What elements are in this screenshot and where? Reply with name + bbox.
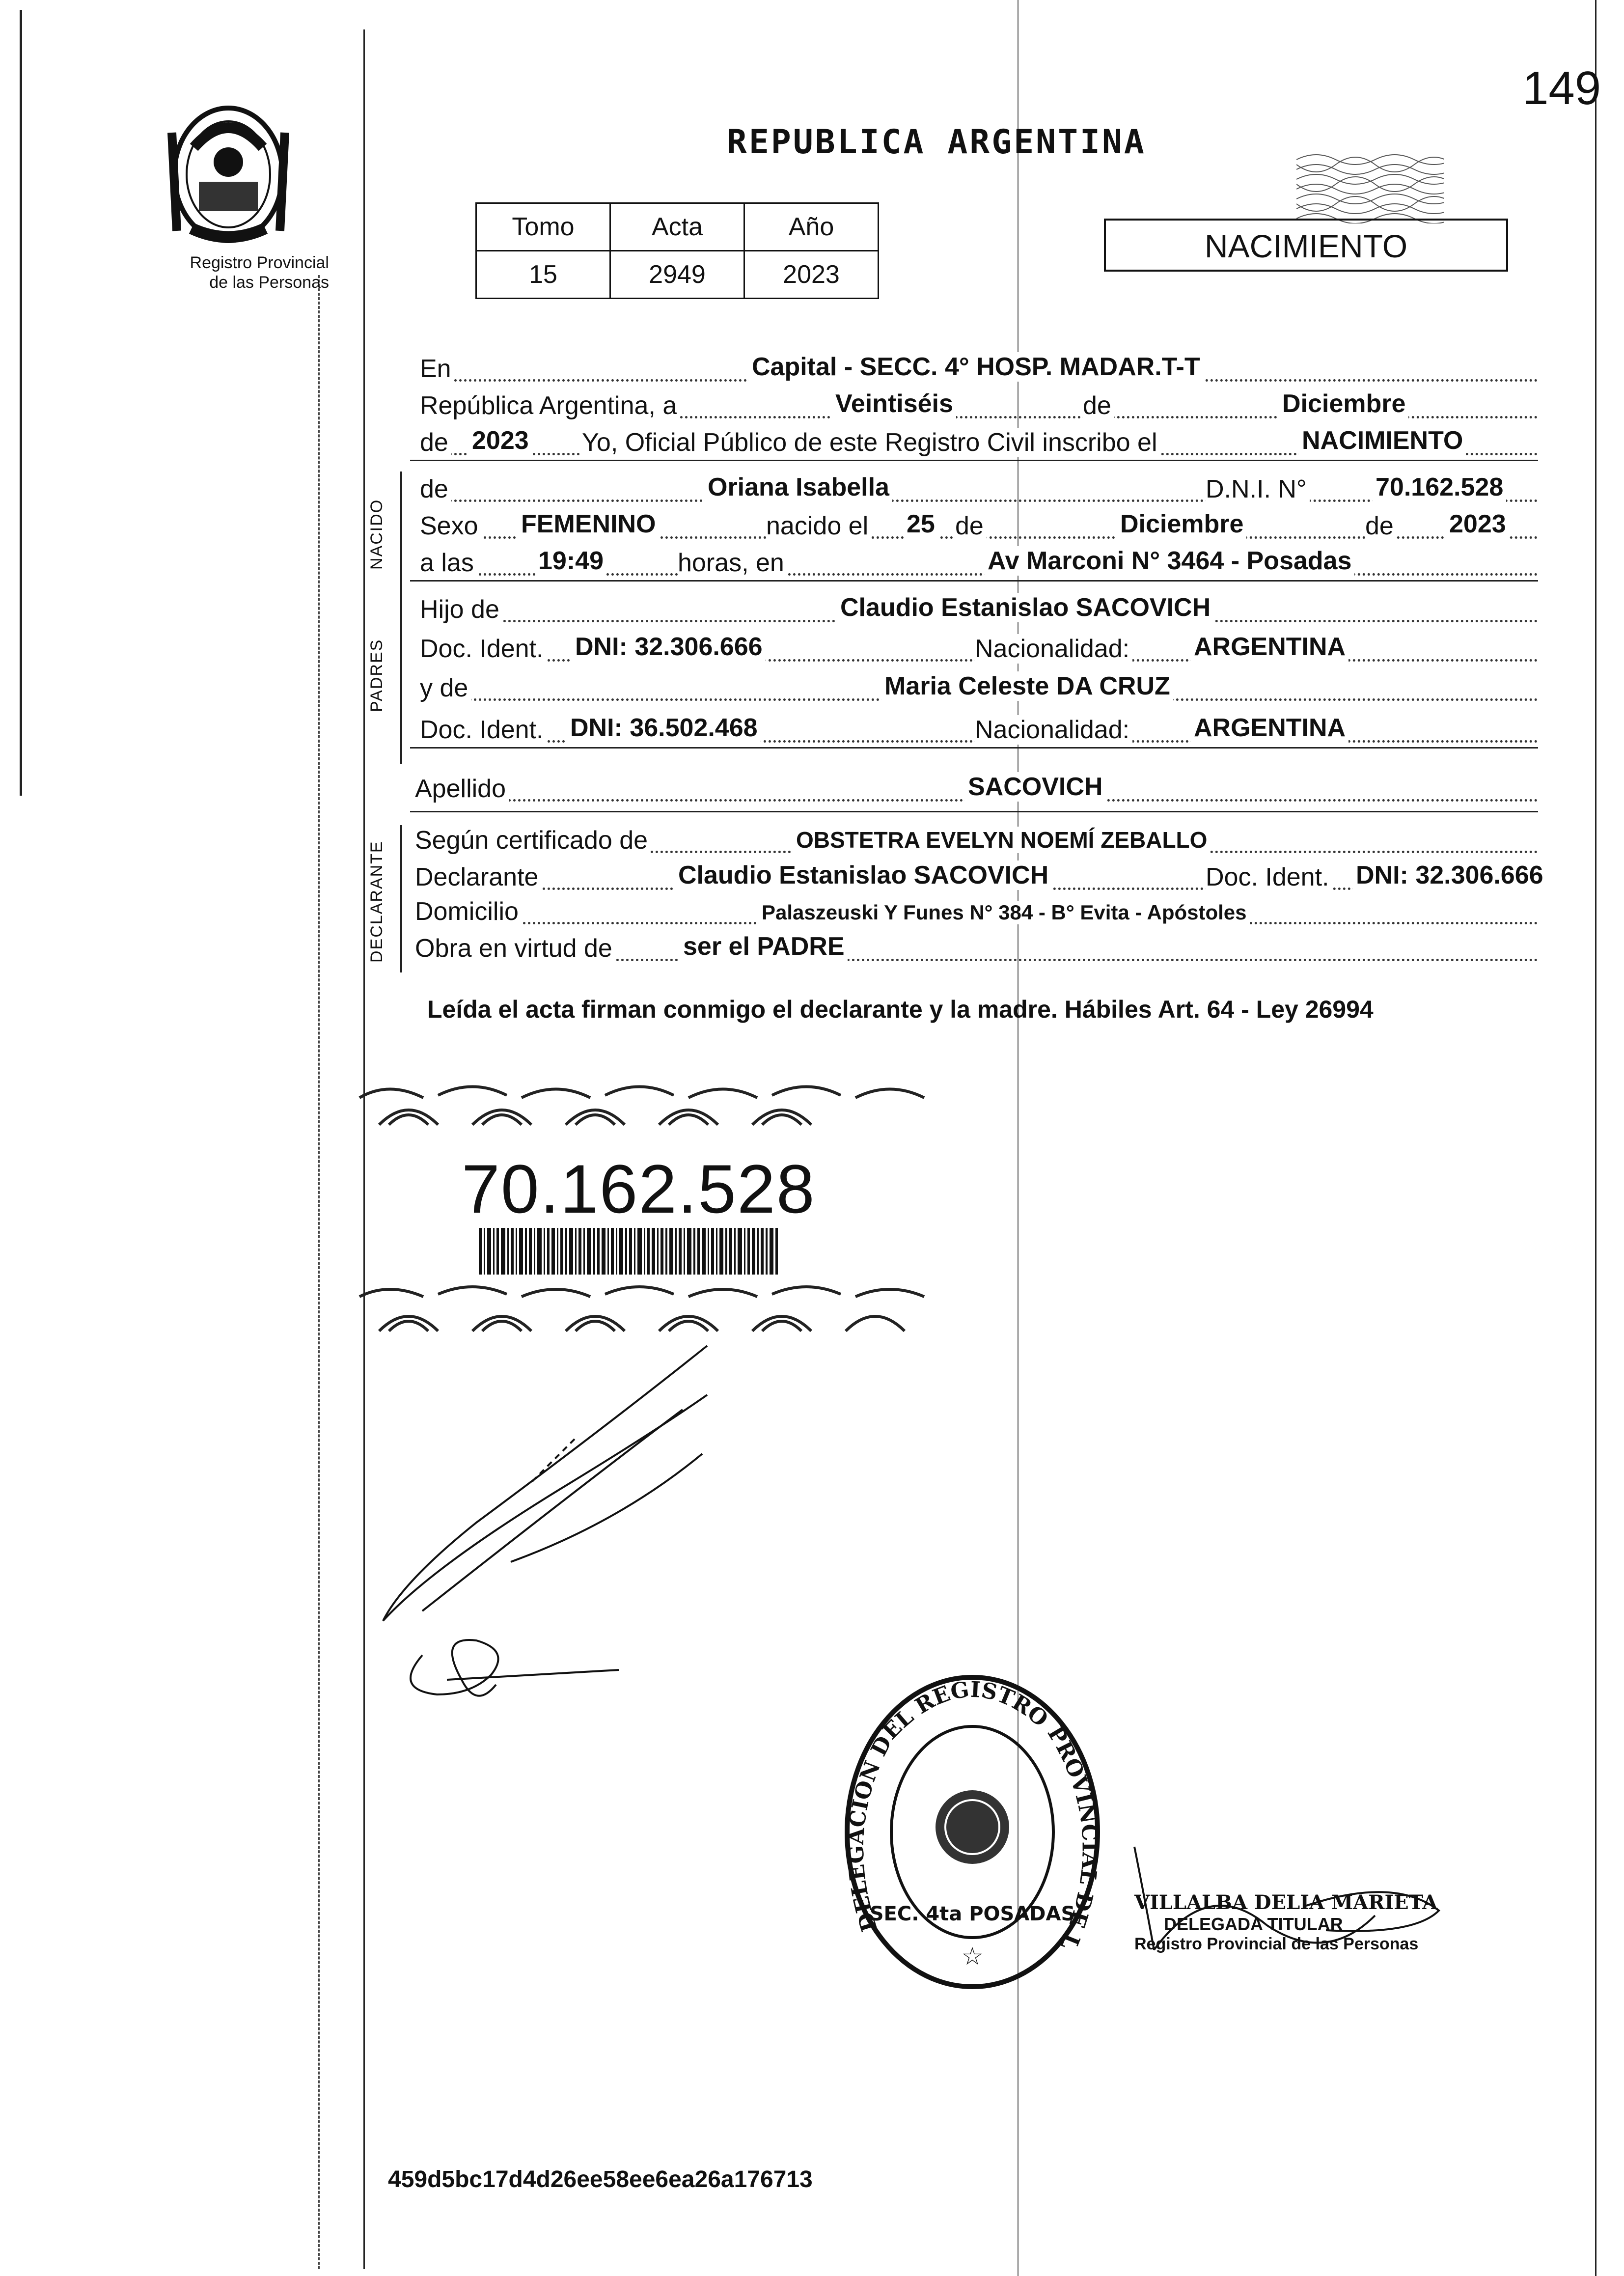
value-mother-doc: DNI: 36.502.468 [567,713,761,743]
value-time: 19:49 [535,546,606,576]
label-and: y de [420,673,471,703]
label-father-nationality: Nacionalidad: [975,634,1132,664]
label-dni: D.N.I. N° [1206,474,1310,504]
label-de-birth-year: de [1365,511,1397,541]
value-day-words: Veintiséis [832,389,956,418]
official-seal [835,1665,1110,1999]
value-sex: FEMENINO [518,509,659,539]
declarant-signature [363,1336,746,1709]
row-certificate [415,823,1538,857]
right-edge-line [1595,0,1596,2276]
value-address: Palaszeuski Y Funes N° 384 - B° Evita - Apóstoles [759,901,1250,924]
value-declarant-doc: DNI: 32.306.666 [1353,860,1546,890]
registry-line-1: Registro Provincial [190,253,329,272]
row-acting [415,931,1538,965]
section-label-declarante: DECLARANTE [367,840,386,963]
label-at: a las [420,548,477,578]
label-mother-doc: Doc. Ident. [420,715,546,745]
seal-inner-text: SEC. 4ta POSADAS [869,1903,1075,1925]
label-certificate: Según certificado de [415,826,651,855]
table-value-tomo: 15 [476,251,610,299]
value-place: Capital - SECC. 4° HOSP. MADAR.T-T [749,352,1203,382]
value-father-doc: DNI: 32.306.666 [572,632,766,662]
declarante-bracket [400,825,402,972]
label-acting: Obra en virtud de [415,934,615,963]
table-header-acta: Acta [610,203,744,251]
value-child-name: Oriana Isabella [705,472,892,502]
book-record-table [475,202,879,299]
value-birth-place: Av Marconi N° 3464 - Posadas [985,546,1354,576]
row-address [415,894,1538,928]
security-pattern [1296,150,1444,223]
value-child-dni: 70.162.528 [1373,472,1506,502]
value-declarant: Claudio Estanislao SACOVICH [675,860,1051,890]
value-father-nationality: ARGENTINA [1191,632,1349,662]
label-declarant: Declarante [415,862,541,892]
label-officer: Yo, Oficial Público de este Registro Civil inscribo el [582,428,1160,457]
value-year: 2023 [469,426,532,455]
row-mother [420,670,1538,705]
row-officer [420,425,1538,459]
label-hours: horas, en [678,548,787,578]
row-declarant [415,860,1543,894]
label-de-name: de [420,474,451,504]
row-sex [420,508,1538,543]
value-month: Diciembre [1279,389,1408,418]
barcode [479,1228,778,1275]
row-surname [415,771,1538,805]
sticker-dni-number: 70.162.528 [462,1150,816,1227]
registry-name [123,253,329,292]
table-header-ano: Año [744,203,879,251]
document-title: REPUBLICA ARGENTINA [727,123,1146,162]
nacido-bracket [400,472,402,597]
label-de-year: de [420,428,451,457]
label-de-birth-month: de [955,511,987,541]
value-father: Claudio Estanislao SACOVICH [837,593,1213,622]
padres-bracket [400,597,402,764]
value-acting: ser el PADRE [680,932,848,961]
row-name [420,472,1538,506]
row-place [420,351,1538,386]
value-certificate: OBSTETRA EVELYN NOEMÍ ZEBALLO [793,827,1210,853]
value-birth-year: 2023 [1446,509,1509,539]
page-number: 149 [1522,62,1601,114]
row-mother-doc [420,712,1538,747]
value-birth-day: 25 [904,509,938,539]
label-born: nacido el [766,511,871,541]
misiones-coat-of-arms [147,88,309,250]
stamp-name: VILLALBA DELIA MARIETA [1134,1891,1438,1914]
table-header-tomo: Tomo [476,203,610,251]
perforation-line [318,275,320,2269]
value-birth-month: Diciembre [1117,509,1246,539]
registry-line-2: de las Personas [209,273,329,292]
label-en: En [420,354,454,384]
label-father-doc: Doc. Ident. [420,634,546,664]
label-sex: Sexo [420,511,481,541]
seal-outer-text: DELEGACION DEL REGISTRO PROVINCIAL DE L [843,1677,1102,1954]
table-value-acta: 2949 [610,251,744,299]
registrar-stamp [1134,1891,1439,1954]
table-value-ano: 2023 [744,251,879,299]
section-label-nacido: NACIDO [367,499,386,570]
row-father [420,592,1538,626]
row-time [420,545,1538,580]
label-country: República Argentina, a [420,391,680,420]
stamp-office: Registro Provincial de las Personas [1134,1935,1419,1953]
record-type-box: NACIMIENTO [1104,219,1508,272]
label-address: Domicilio [415,897,522,926]
svg-text:☆: ☆ [961,1943,984,1970]
left-margin-line [20,10,22,796]
stamp-role: DELEGADA TITULAR [1164,1914,1343,1934]
value-surname: SACOVICH [965,772,1105,802]
row-father-doc [420,631,1538,666]
document-hash: 459d5bc17d4d26ee58ee6ea26a176713 [388,2166,813,2193]
label-de-month: de [1083,391,1114,420]
section-label-padres: PADRES [367,638,386,712]
value-mother-nationality: ARGENTINA [1191,713,1349,743]
value-act-type: NACIMIENTO [1299,426,1466,455]
row-date [420,388,1538,422]
label-son-of: Hijo de [420,595,502,624]
label-mother-nationality: Nacionalidad: [975,715,1132,745]
closing-statement: Leída el acta firman conmigo el declarante y la madre. Hábiles Art. 64 - Ley 26994 [427,996,1374,1023]
value-mother: Maria Celeste DA CRUZ [881,671,1173,701]
label-declarant-doc: Doc. Ident. [1206,862,1332,892]
label-surname: Apellido [415,774,509,804]
